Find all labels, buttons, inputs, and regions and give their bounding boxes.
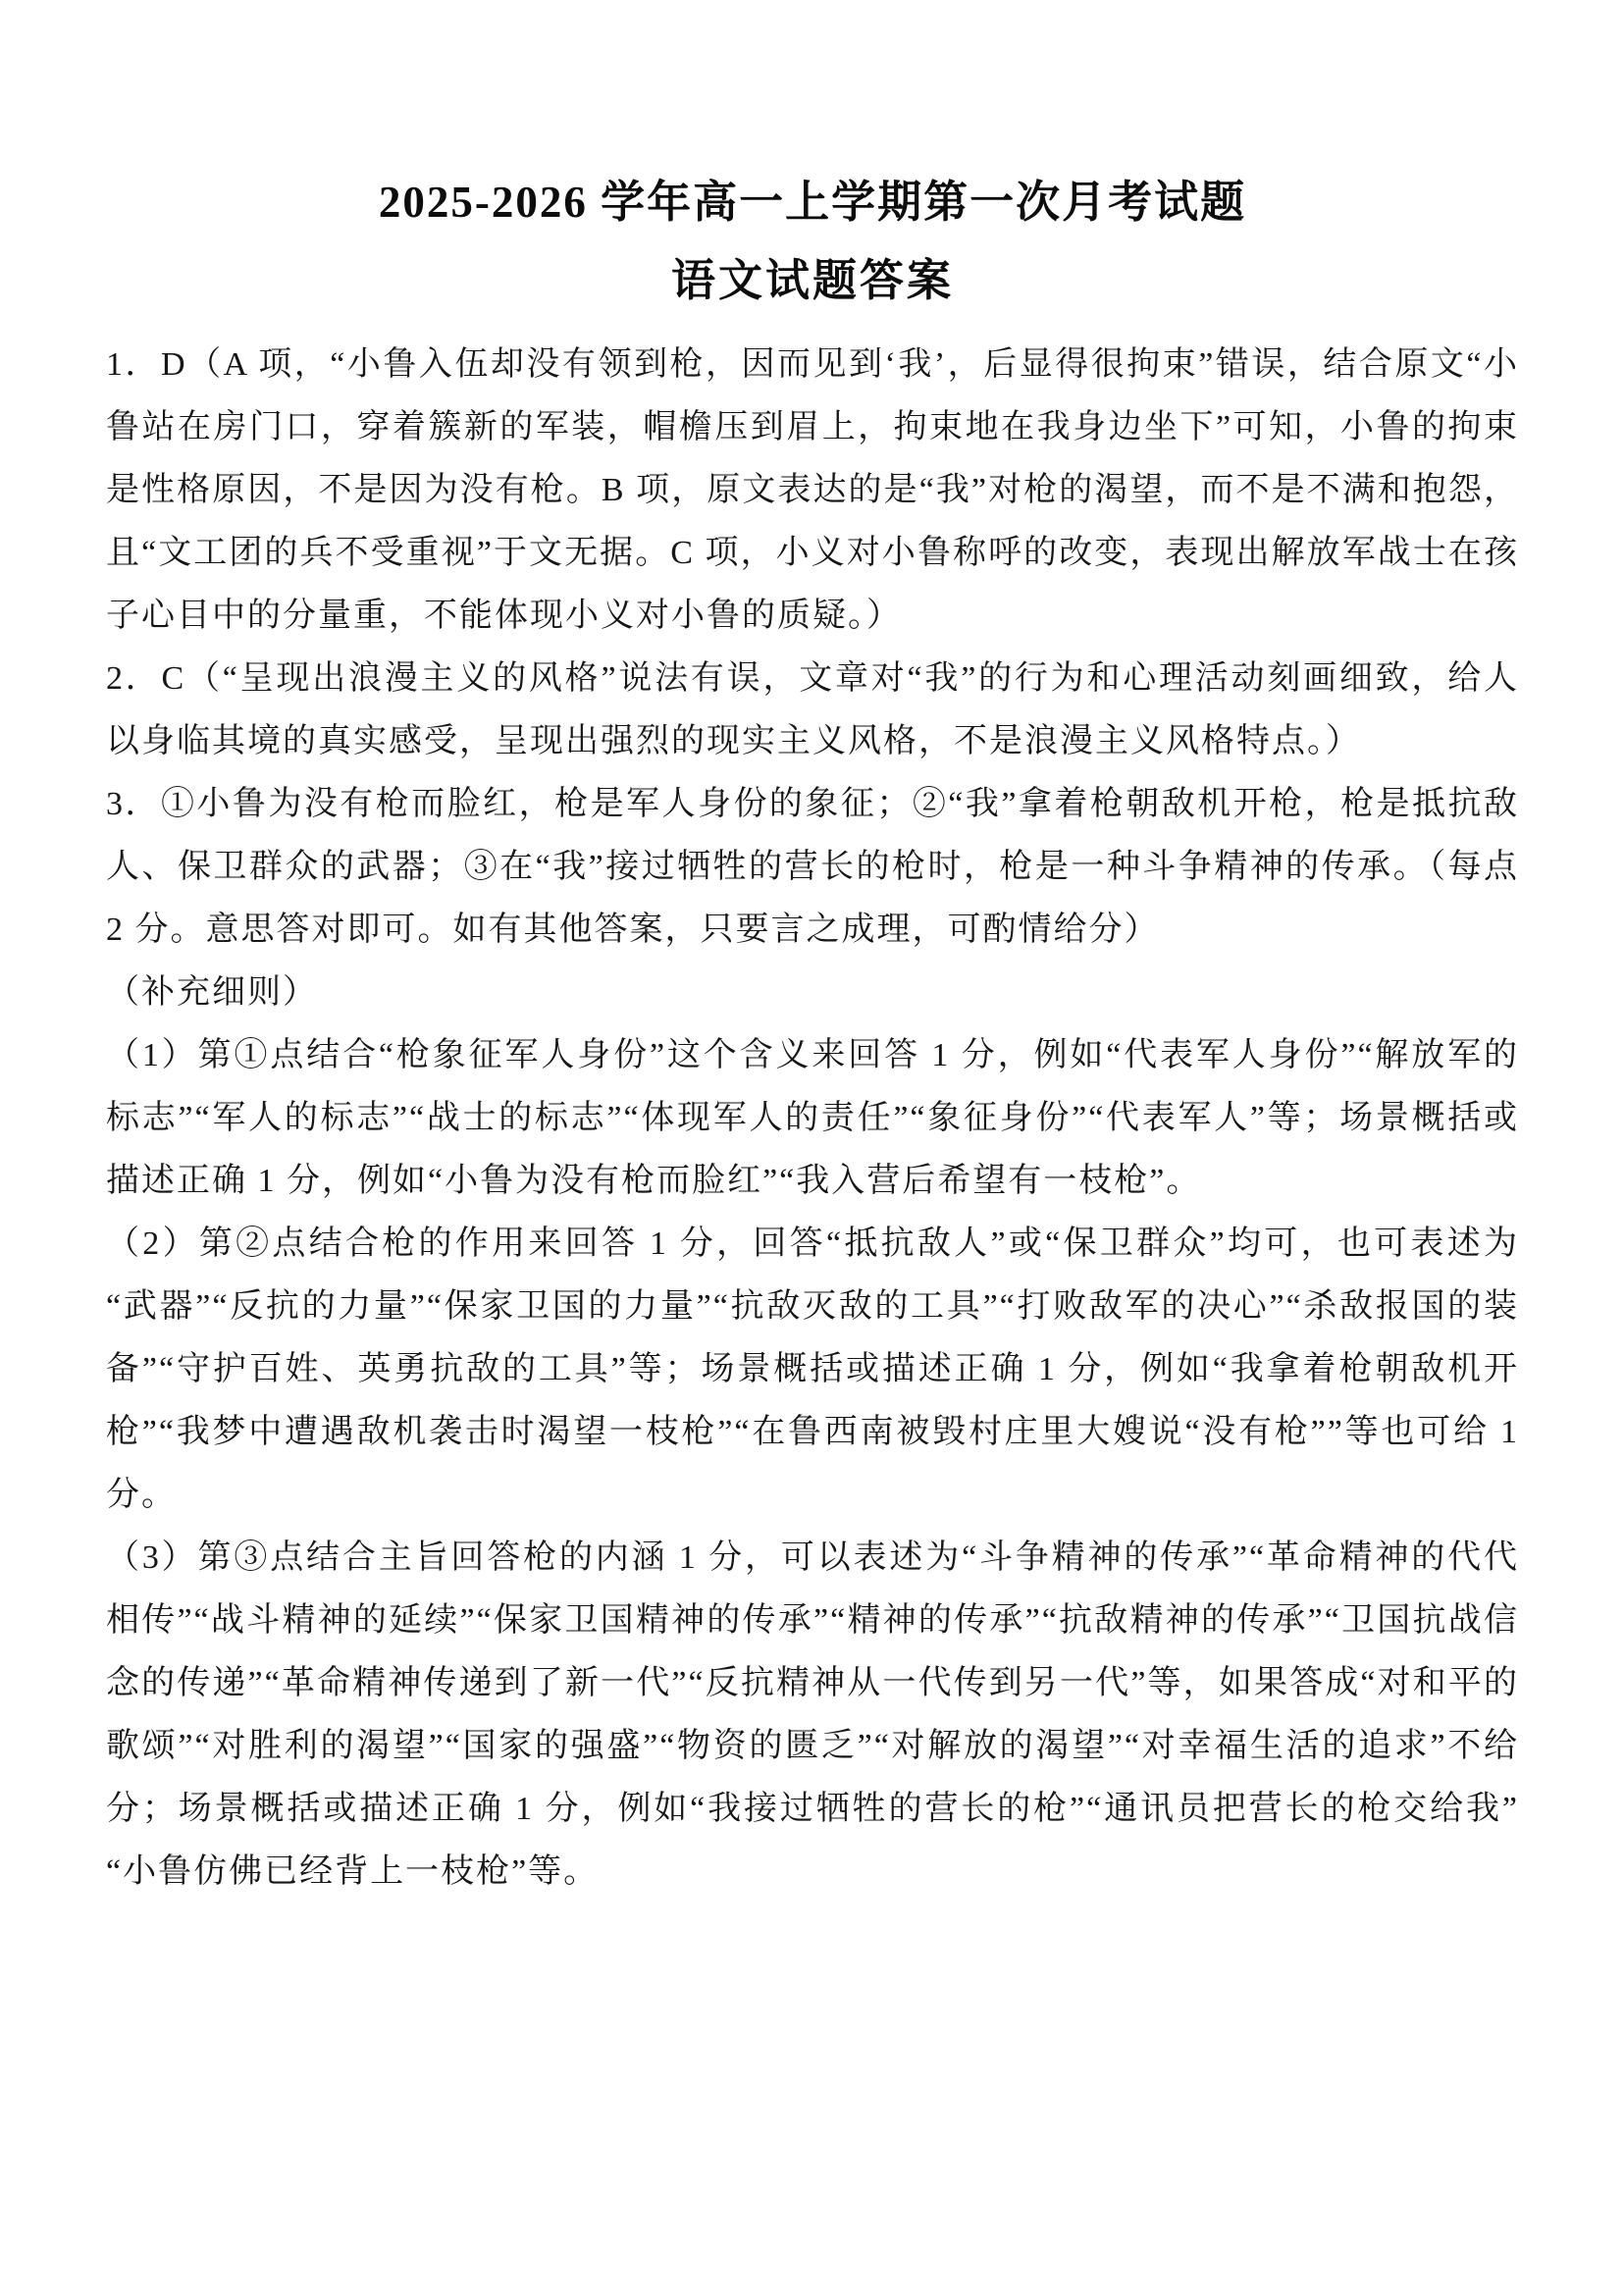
supplement-rule-3: （3）第③点结合主旨回答枪的内涵 1 分，可以表述为“斗争精神的传承”“革命精神的代代相传”“战斗精神的延续”“保家卫国精神的传承”“精神的传承”“抗敌精神的传承”“卫国抗战信念的传递”“革命精神传递到了新一代”“反抗精神从一代传到另一代”等，如果答成“对和平的歌颂”“对胜利的渴望”“国家的强盛”“物资的匮乏”“对解放的渴望”“对幸福生活的追求”不给分；场景概括或描述正确 1 分，例如“我接过牺牲的营长的枪”“通讯员把营长的枪交给我”“小鲁仿佛已经背上一枝枪”等。 bbox=[106, 1539, 1519, 1890]
supplement-rule-1: （1）第①点结合“枪象征军人身份”这个含义来回答 1 分，例如“代表军人身份”“解放军的标志”“军人的标志”“战士的标志”“体现军人的责任”“象征身份”“代表军人”等；场景概括或描述正确 1 分，例如“小鲁为没有枪而脸红”“我入营后希望有一枝枪”。 bbox=[106, 1037, 1519, 1199]
answer-content bbox=[106, 334, 1519, 1904]
document-subtitle: 语文试题答案 bbox=[670, 256, 954, 305]
answer-paragraph-3: 3．①小鲁为没有枪而脸红，枪是军人身份的象征；②“我”拿着枪朝敌机开枪，枪是抵抗敌人、保卫群众的武器；③在“我”接过牺牲的营长的枪时，枪是一种斗争精神的传承。（每点 2 分。意思答对即可。如有其他答案，只要言之成理，可酌情给分） bbox=[106, 786, 1519, 948]
supplement-rule-2: （2）第②点结合枪的作用来回答 1 分，回答“抵抗敌人”或“保卫群众”均可，也可表述为“武器”“反抗的力量”“保家卫国的力量”“抗敌灭敌的工具”“打败敌军的决心”“杀敌报国的装备”“守护百姓、英勇抗敌的工具”等；场景概括或描述正确 1 分，例如“我拿着枪朝敌机开枪”“我梦中遭遇敌机袭击时渴望一枝枪”“在鲁西南被毁村庄里大嫂说“没有枪””等也可给 1 分。 bbox=[106, 1226, 1519, 1513]
supplement-rules-title: （补充细则） bbox=[106, 974, 318, 1011]
answer-paragraph-1: 1．D（A 项，“小鲁入伍却没有领到枪，因而见到‘我’，后显得很拘束”错误，结合原文“小鲁站在房门口，穿着簇新的军装，帽檐压到眉上，拘束地在我身边坐下”可知，小鲁的拘束是性格原因，不是因为没有枪。B 项，原文表达的是“我”对枪的渴望，而不是不满和抱怨，且“文工团的兵不受重视”于文无据。C 项，小义对小鲁称呼的改变，表现出解放军战士在孩子心目中的分量重，不能体现小义对小鲁的质疑。） bbox=[106, 346, 1519, 634]
answer-paragraph-2: 2．C（“呈现出浪漫主义的风格”说法有误，文章对“我”的行为和心理活动刻画细致，给人以身临其境的真实感受，呈现出强烈的现实主义风格，不是浪漫主义风格特点。） bbox=[106, 660, 1519, 759]
document-title: 2025-2026 学年高一上学期第一次月考试题 bbox=[378, 178, 1247, 227]
